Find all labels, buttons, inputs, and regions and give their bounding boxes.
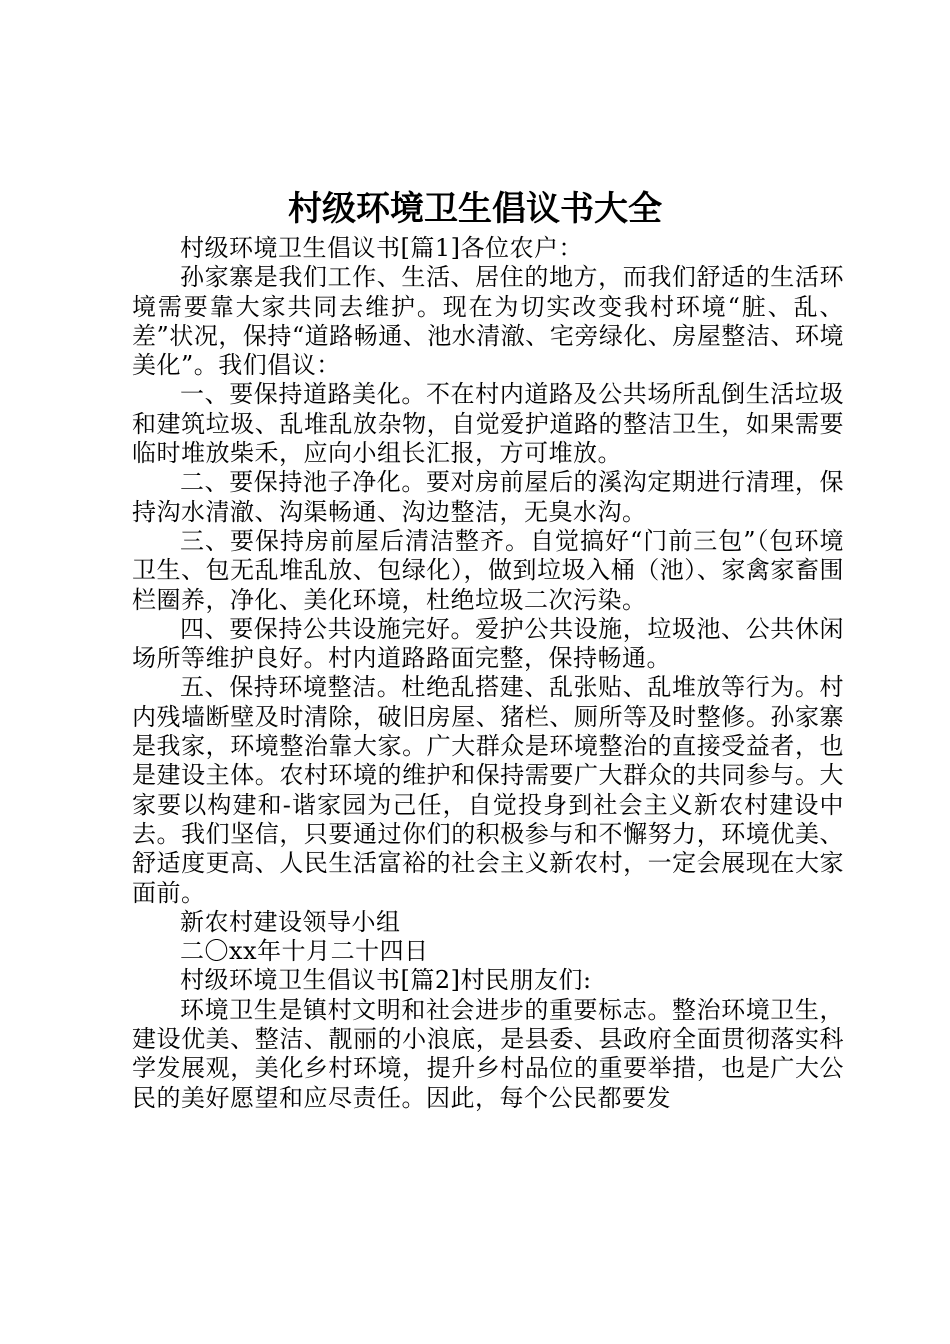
paragraph-intro-2: 村级环境卫生倡议书[篇2]村民朋友们: (180, 966, 592, 995)
paragraph-intro-1: 村级环境卫生倡议书[篇1]各位农户： (180, 234, 583, 262)
paragraph-item-2: 二、要保持池子净化。要对房前屋后的溪沟定期进行清理，保持沟水清澈、沟渠畅通、沟边整洁，无臭水沟。 (132, 468, 844, 526)
paragraph-part2-body: 环境卫生是镇村文明和社会进步的重要标志。整治环境卫生，建设优美、整洁、靓丽的小浪底，是县委、县政府全面贯彻落实科学发展观，美化乡村环境，提升乡村品位的重要举措，也是广大公民的美好愿望和应尽责任。因此，每个公民都要发 (132, 995, 844, 1112)
paragraph-item-3: 三、要保持房前屋后清洁整齐。自觉搞好“门前三包”（包环境卫生、包无乱堆乱放、包绿化），做到垃圾入桶（池）、家禽家畜围栏圈养，净化、美化环境，杜绝垃圾二次污染。 (132, 526, 844, 614)
document-title: 村级环境卫生倡议书大全 (288, 189, 662, 229)
document-body (132, 234, 844, 1113)
signature-date: 二〇xx年十月二十四日 (180, 937, 429, 966)
paragraph-item-4: 四、要保持公共设施完好。爱护公共设施，垃圾池、公共休闲场所等维护良好。村内道路路面完整，保持畅通。 (132, 614, 844, 673)
signature-org: 新农村建设领导小组 (180, 907, 401, 936)
paragraph-item-1: 一、要保持道路美化。不在村内道路及公共场所乱倒生活垃圾和建筑垃圾、乱堆乱放杂物，自觉爱护道路的整洁卫生，如果需要临时堆放柴禾，应向小组长汇报，方可堆放。 (132, 380, 844, 468)
paragraph-context: 孙家寨是我们工作、生活、居住的地方，而我们舒适的生活环境需要靠大家共同去维护。现在为切实改变我村环境“脏、乱、差”状况，保持“道路畅通、池水清澈、宅旁绿化、房屋整洁、环境美化”。我们倡议： (132, 263, 844, 380)
paragraph-item-5: 五、保持环境整洁。杜绝乱搭建、乱张贴、乱堆放等行为。村内残墙断壁及时清除，破旧房屋、猪栏、厕所等及时整修。孙家寨是我家，环境整治靠大家。广大群众是环境整治的直接受益者，也是建设主体。农村环境的维护和保持需要广大群众的共同参与。大家要以构建和-谐家园为己任，自觉投身到社会主义新农村建设中去。我们坚信，只要通过你们的积极参与和不懈努力，环境优美、舒适度更高、人民生活富裕的社会主义新农村，一定会展现在大家面前。 (132, 673, 844, 907)
